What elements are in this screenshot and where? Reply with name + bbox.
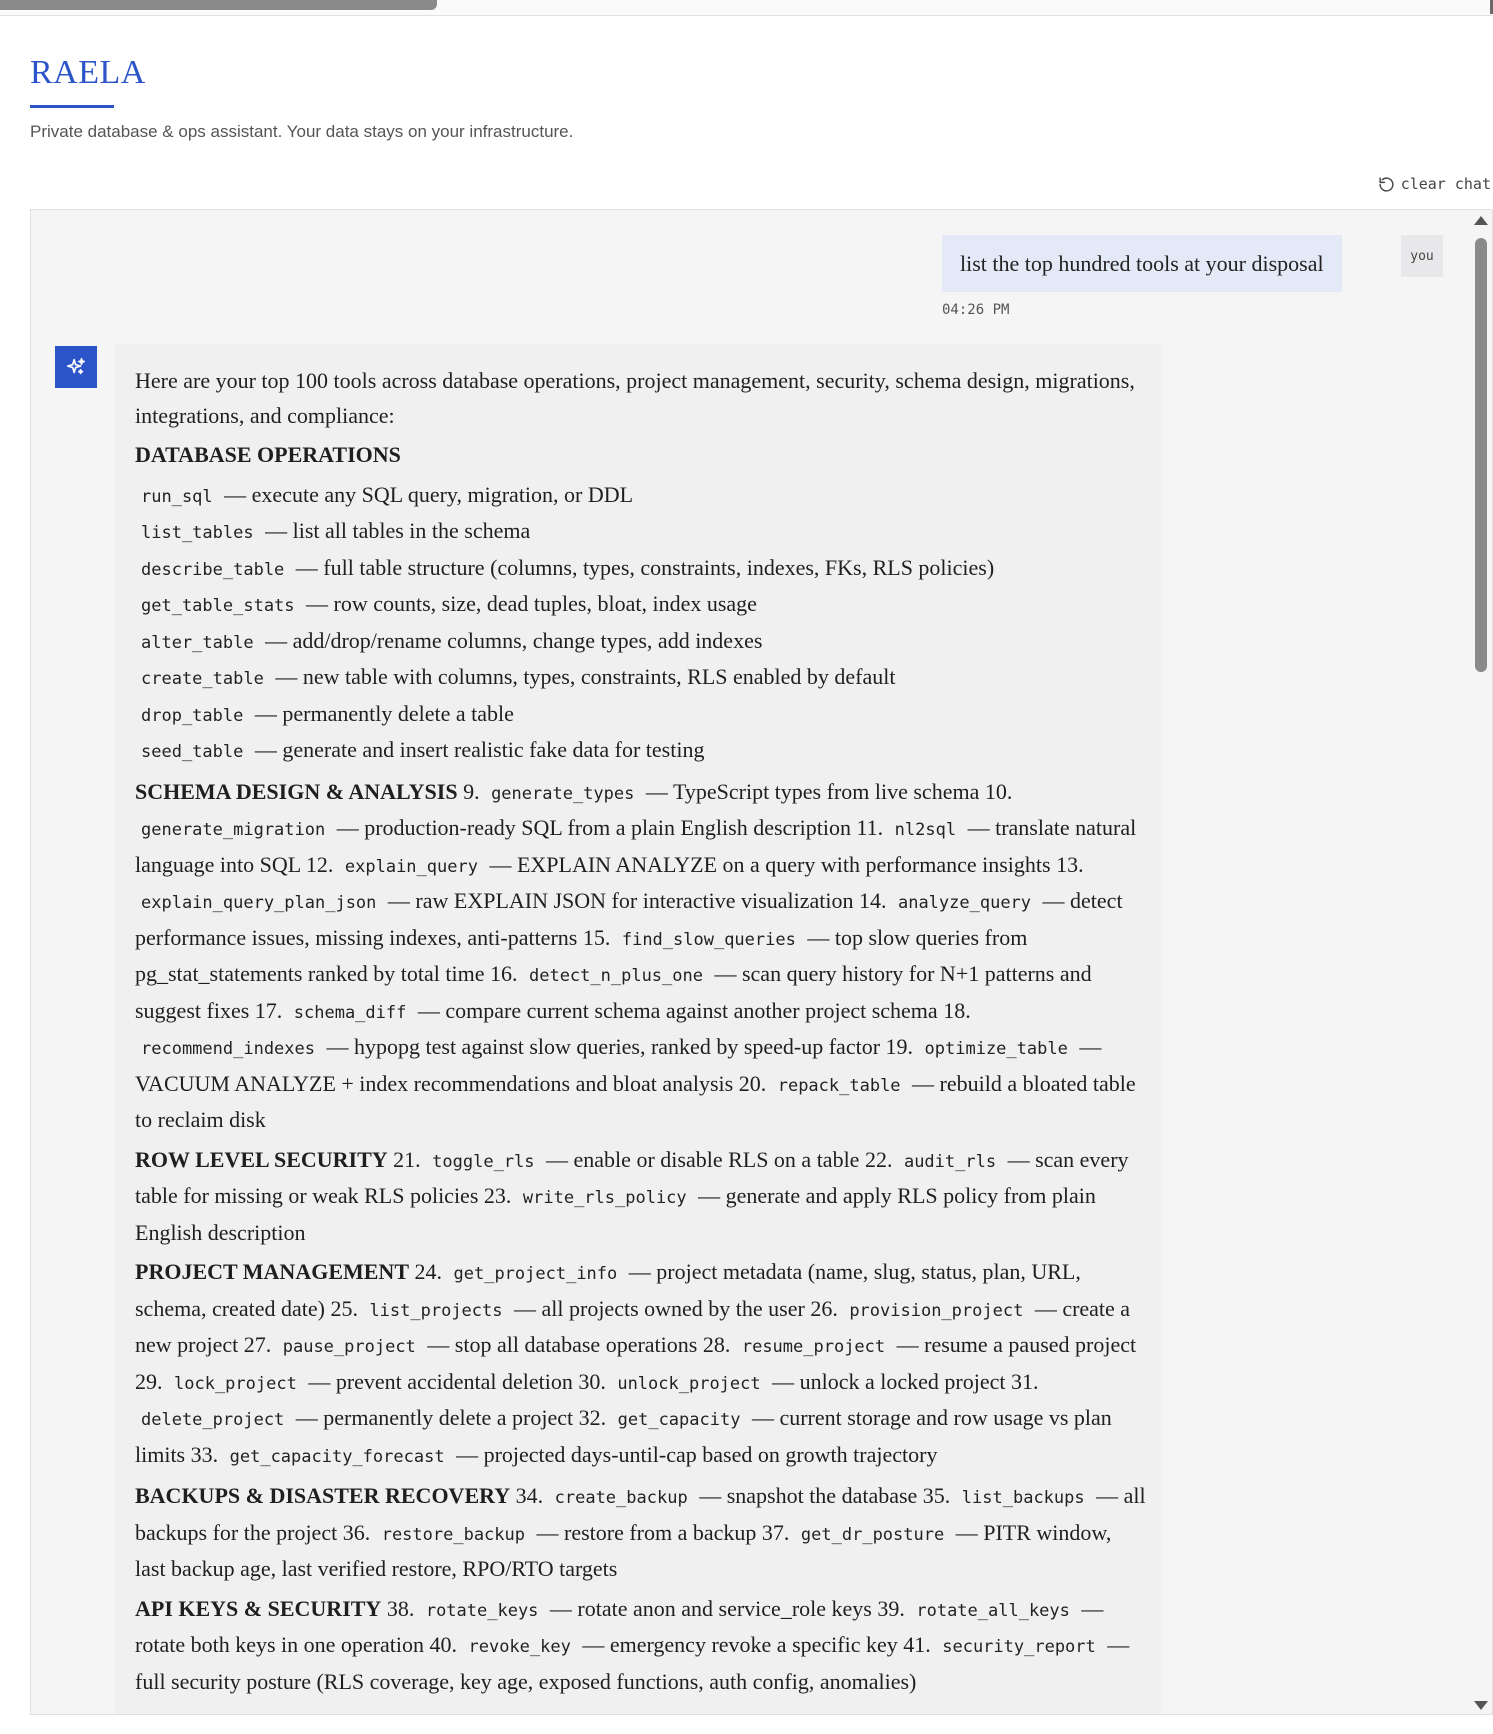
tool-name: list_tables [141,523,254,543]
tool-number: 10. [984,778,1013,804]
tool-description: — hypopg test against slow queries, ranked by speed-up factor [326,1034,881,1059]
sparkle-icon [65,356,87,378]
tool-description: — full security posture (RLS coverage, key age, exposed functions, auth config, anomalies) [135,1632,1130,1694]
tool-number: 28. [702,1332,731,1357]
tool-section [135,775,1146,1138]
app-title: RAELA [30,54,146,91]
tool-number: 11. [856,815,884,840]
tool-description: — snapshot the database [699,1483,918,1508]
section-title: SCHEMA DESIGN & ANALYSIS [135,778,458,804]
tool-name: run_sql [141,486,213,507]
tool-name: unlock_project [617,1373,761,1394]
tool-number: 31. [1011,1368,1039,1394]
user-message [942,235,1342,292]
scroll-up-icon[interactable] [1474,216,1488,225]
tool-list-item [135,733,1146,770]
tool-number: 27. [243,1332,272,1357]
tool-name: delete_project [141,1410,285,1430]
tool-description: — scan query history for N+1 patterns and suggest fixes [135,961,1092,1023]
tool-number: 9. [463,778,480,804]
tool-list-item [135,514,1146,551]
tool-description: — enable or disable RLS on a table [546,1146,860,1172]
tool-list-item [135,587,1146,624]
horizontal-scrollbar[interactable] [0,0,1493,16]
chat-panel [30,209,1493,1715]
tool-description: — project metadata (name, slug, status, plan, URL, schema, created date) [135,1259,1081,1321]
section-title: API KEYS & SECURITY [135,1595,382,1621]
tool-name: audit_rls [903,1151,997,1172]
tool-description: — rebuild a bloated table to reclaim disk [135,1070,1136,1132]
tool-name: write_rls_policy [522,1188,687,1208]
tool-description: — all projects owned by the user [514,1295,805,1321]
tool-description: — add/drop/rename columns, change types, add indexes [265,627,763,653]
tool-name: detect_n_plus_one [528,966,703,986]
clear-chat-label: clear chat [1400,175,1491,193]
tool-description: — resume a paused project [896,1332,1137,1357]
horizontal-scroll-thumb[interactable] [0,0,437,10]
tool-description: — full table structure (columns, types, constraints, indexes, FKs, RLS policies) [295,554,995,580]
tool-name: generate_types [491,783,635,804]
tool-description: — restore from a backup [536,1519,757,1545]
tool-name: find_slow_queries [621,929,796,950]
vertical-scroll-thumb[interactable] [1475,238,1487,672]
tool-name: explain_query_plan_json [141,893,377,913]
tool-name: lock_project [174,1373,297,1394]
tool-name: alter_table [141,632,254,653]
tool-name: create_backup [554,1488,688,1508]
tool-name: provision_project [849,1300,1024,1321]
tool-description: — list all tables in the schema [265,518,531,543]
tool-description: — execute any SQL query, migration, or DDL [224,481,634,507]
tool-number: 20. [738,1070,767,1096]
tool-description: — top slow queries from pg_stat_statements ranked by total time [135,924,1028,986]
tool-name: pause_project [282,1337,416,1357]
tool-description: — all backups for the project [135,1483,1146,1545]
tool-section [135,1592,1146,1700]
tool-description: — generate and insert realistic fake data for testing [254,737,705,762]
tool-description: — rotate both keys in one operation [135,1595,1104,1657]
tool-description: — scan every table for missing or weak RLS policies [135,1146,1129,1208]
user-avatar: you [1401,235,1443,277]
tool-number: 18. [943,997,971,1023]
tool-name: get_table_stats [141,596,295,616]
tool-name: optimize_table [924,1039,1068,1059]
tool-name: nl2sql [894,820,957,840]
tool-description: — new table with columns, types, constraints, RLS enabled by default [275,664,896,689]
tool-name: generate_migration [141,820,326,840]
tool-name: security_report [942,1637,1096,1657]
tool-description: — current storage and row usage vs plan limits [135,1405,1112,1467]
tool-number: 35. [922,1483,951,1508]
tool-name: get_capacity [617,1410,741,1430]
tool-name: explain_query [344,856,478,877]
tool-number: 30. [578,1368,606,1394]
tool-list-item [135,697,1146,734]
tool-list-item [135,478,1146,515]
tool-description: — prevent accidental deletion [308,1368,573,1394]
tool-number: 12. [305,851,334,877]
tool-description: — emergency revoke a specific key [582,1632,898,1657]
tool-description: — compare current schema against another project schema [417,997,938,1023]
tool-list-item [135,551,1146,588]
tool-number: 26. [810,1295,838,1321]
tool-description: — unlock a locked project [772,1368,1006,1394]
section-title: PROJECT MANAGEMENT [135,1259,409,1284]
section-title: ROW LEVEL SECURITY [135,1146,388,1172]
tool-description: — PITR window, last backup age, last verified restore, RPO/RTO targets [135,1519,1112,1581]
tool-name: create_table [141,669,264,689]
assistant-intro: Here are your top 100 tools across database operations, project management, security, schema design, migrations, integrations, and compliance: [135,368,1135,428]
tool-name: rotate_all_keys [916,1600,1070,1621]
tool-number: 38. [386,1595,415,1621]
tool-description: — detect performance issues, missing indexes, anti-patterns [135,888,1123,950]
tool-number: 16. [489,961,518,986]
scroll-down-icon[interactable] [1474,1701,1488,1710]
tool-number: 25. [330,1295,358,1321]
tool-section [135,1479,1146,1587]
tool-list-item [135,660,1146,697]
tool-name: get_capacity_forecast [229,1446,445,1467]
title-underline [30,105,114,108]
tool-name: list_projects [369,1300,503,1321]
tool-name: resume_project [741,1337,886,1357]
tool-name: rotate_keys [425,1600,539,1621]
tool-description: — rotate anon and service_role keys [549,1595,872,1621]
tool-name: repack_table [777,1075,901,1096]
tool-description: — row counts, size, dead tuples, bloat, index usage [306,591,757,616]
tool-description: — create a new project [135,1295,1131,1357]
tool-name: drop_table [141,705,244,726]
tool-description: — raw EXPLAIN JSON for interactive visualization [387,888,854,913]
tool-name: describe_table [141,559,285,580]
tool-number: 15. [582,924,611,950]
section-title-database-operations: DATABASE OPERATIONS [135,442,401,467]
tool-description: — VACUUM ANALYZE + index recommendations and bloat analysis [135,1034,1102,1096]
tool-description: — translate natural language into SQL [135,815,1137,877]
tool-description: — generate and apply RLS policy from plain English description [135,1183,1096,1245]
tool-name: list_backups [961,1488,1085,1508]
tool-description: — permanently delete a project [295,1405,574,1430]
tool-name: revoke_key [468,1637,571,1657]
tool-number: 19. [885,1034,914,1059]
tool-number: 24. [414,1259,442,1284]
refresh-icon [1378,176,1395,193]
tool-number: 14. [858,888,887,913]
tool-description: — stop all database operations [427,1332,698,1357]
tool-number: 33. [190,1441,219,1467]
tool-description: — permanently delete a table [254,700,514,726]
tool-section [135,1255,1146,1474]
tool-number: 34. [515,1483,544,1508]
tool-number: 36. [342,1519,371,1545]
database-tools-list [135,478,1146,770]
tool-number: 37. [761,1519,790,1545]
user-message-text: list the top hundred tools at your disposal [960,250,1324,276]
tool-name: analyze_query [897,893,1032,913]
tool-description: — EXPLAIN ANALYZE on a query with performance insights [489,851,1051,877]
tool-description: — production-ready SQL from a plain English description [336,815,851,840]
tool-number: 13. [1056,851,1084,877]
tool-list-item [135,624,1146,661]
vertical-scrollbar[interactable] [1467,210,1493,1715]
tool-number: 21. [393,1146,421,1172]
tool-name: seed_table [141,742,244,762]
tool-number: 17. [254,997,283,1023]
tool-description: — projected days-until-cap based on growth trajectory [456,1441,938,1467]
tool-name: get_dr_posture [800,1524,945,1545]
tool-section [135,1143,1146,1251]
tool-name: restore_backup [381,1524,525,1545]
tool-name: toggle_rls [432,1151,535,1172]
tool-number: 40. [429,1632,457,1657]
tool-sections [135,775,1146,1700]
message-timestamp: 04:26 PM [942,302,1010,318]
assistant-avatar [55,346,97,388]
tool-description: — TypeScript types from live schema [645,778,980,804]
tool-name: schema_diff [293,1002,407,1023]
tool-name: get_project_info [453,1264,618,1284]
tool-name: recommend_indexes [141,1039,315,1059]
tool-number: 29. [135,1368,163,1394]
tool-number: 23. [483,1183,512,1208]
tool-number: 32. [578,1405,607,1430]
tool-number: 41. [903,1632,931,1657]
tool-number: 22. [864,1146,893,1172]
app-tagline: Private database & ops assistant. Your data stays on your infrastructure. [30,122,574,141]
tool-number: 39. [877,1595,905,1621]
clear-chat-button[interactable] [1378,175,1491,193]
section-title: BACKUPS & DISASTER RECOVERY [135,1483,511,1508]
assistant-message [115,344,1162,1715]
